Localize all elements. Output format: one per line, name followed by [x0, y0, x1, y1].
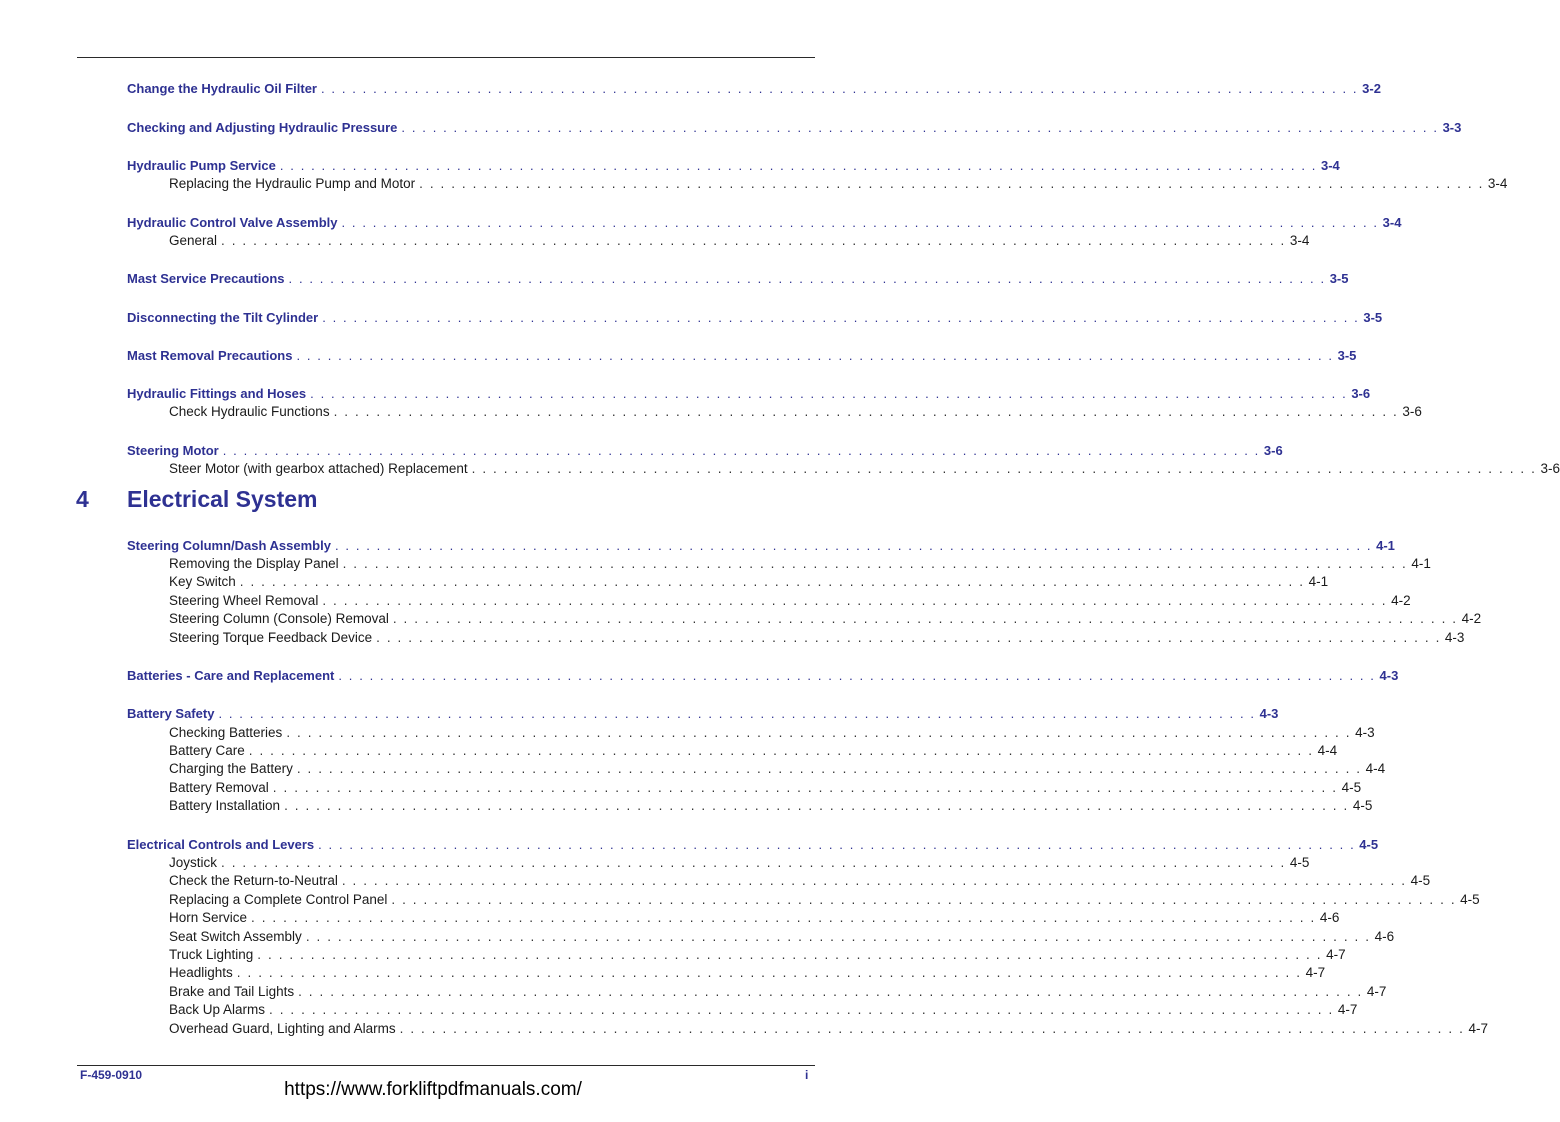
toc-subentry[interactable]: Steering Column (Console) Removal . . . . . . . . . . . . . . . . . . . . . . . . . . . . . . . . . . . . . . . . . . . . . . . . . . . . . . . . . . . . . . . . . . . . . . . . . . . . . . . . . . . . . . . . . . . . . . . . . . . . 4-2 — [169, 611, 1482, 626]
toc-entry[interactable]: Change the Hydraulic Oil Filter . . . . . . . . . . . . . . . . . . . . . . . . . . . . . . . . . . . . . . . . . . . . . . . . . . . . . . . . . . . . . . . . . . . . . . . . . . . . . . . . . . . . . . . . . . . . . . . . . . . . 3-2 — [127, 81, 1381, 96]
toc-subentry[interactable]: Seat Switch Assembly . . . . . . . . . . . . . . . . . . . . . . . . . . . . . . . . . . . . . . . . . . . . . . . . . . . . . . . . . . . . . . . . . . . . . . . . . . . . . . . . . . . . . . . . . . . . . . . . . . . . 4-6 — [169, 929, 1395, 944]
toc-subentry[interactable]: Steering Torque Feedback Device . . . . . . . . . . . . . . . . . . . . . . . . . . . . . . . . . . . . . . . . . . . . . . . . . . . . . . . . . . . . . . . . . . . . . . . . . . . . . . . . . . . . . . . . . . . . . . . . . . . . 4-3 — [169, 630, 1465, 645]
toc-subentry[interactable]: Battery Removal . . . . . . . . . . . . . . . . . . . . . . . . . . . . . . . . . . . . . . . . . . . . . . . . . . . . . . . . . . . . . . . . . . . . . . . . . . . . . . . . . . . . . . . . . . . . . . . . . . . . 4-5 — [169, 780, 1362, 795]
toc-entry[interactable]: Battery Safety . . . . . . . . . . . . . . . . . . . . . . . . . . . . . . . . . . . . . . . . . . . . . . . . . . . . . . . . . . . . . . . . . . . . . . . . . . . . . . . . . . . . . . . . . . . . . . . . . . . . 4-3 — [127, 706, 1279, 721]
toc-subentry[interactable]: Check the Return-to-Neutral . . . . . . . . . . . . . . . . . . . . . . . . . . . . . . . . . . . . . . . . . . . . . . . . . . . . . . . . . . . . . . . . . . . . . . . . . . . . . . . . . . . . . . . . . . . . . . . . . . . . 4-5 — [169, 873, 1431, 888]
document-code: F-459-0910 — [80, 1068, 143, 1082]
toc-subentry[interactable]: Key Switch . . . . . . . . . . . . . . . . . . . . . . . . . . . . . . . . . . . . . . . . . . . . . . . . . . . . . . . . . . . . . . . . . . . . . . . . . . . . . . . . . . . . . . . . . . . . . . . . . . . . 4-1 — [169, 574, 1329, 589]
toc-subentry[interactable]: Check Hydraulic Functions . . . . . . . . . . . . . . . . . . . . . . . . . . . . . . . . . . . . . . . . . . . . . . . . . . . . . . . . . . . . . . . . . . . . . . . . . . . . . . . . . . . . . . . . . . . . . . . . . . . . 3-6 — [169, 404, 1422, 419]
toc-entry[interactable]: Hydraulic Pump Service . . . . . . . . . . . . . . . . . . . . . . . . . . . . . . . . . . . . . . . . . . . . . . . . . . . . . . . . . . . . . . . . . . . . . . . . . . . . . . . . . . . . . . . . . . . . . . . . . . . . 3-4 — [127, 158, 1340, 173]
chapter-title[interactable]: Electrical System — [127, 486, 318, 512]
toc-subentry[interactable]: Headlights . . . . . . . . . . . . . . . . . . . . . . . . . . . . . . . . . . . . . . . . . . . . . . . . . . . . . . . . . . . . . . . . . . . . . . . . . . . . . . . . . . . . . . . . . . . . . . . . . . . . 4-7 — [169, 965, 1326, 980]
toc-subentry[interactable]: Removing the Display Panel . . . . . . . . . . . . . . . . . . . . . . . . . . . . . . . . . . . . . . . . . . . . . . . . . . . . . . . . . . . . . . . . . . . . . . . . . . . . . . . . . . . . . . . . . . . . . . . . . . . . 4-1 — [169, 556, 1431, 571]
source-url[interactable]: https://www.forkliftpdfmanuals.com/ — [284, 1079, 582, 1100]
toc-subentry[interactable]: Replacing the Hydraulic Pump and Motor . . . . . . . . . . . . . . . . . . . . . . . . . . . . . . . . . . . . . . . . . . . . . . . . . . . . . . . . . . . . . . . . . . . . . . . . . . . . . . . . . . . . . . . . . . . . . . . . . . . . 3-4 — [169, 176, 1508, 191]
toc-entry[interactable]: Batteries - Care and Replacement . . . . . . . . . . . . . . . . . . . . . . . . . . . . . . . . . . . . . . . . . . . . . . . . . . . . . . . . . . . . . . . . . . . . . . . . . . . . . . . . . . . . . . . . . . . . . . . . . . . . 4-3 — [127, 668, 1399, 683]
toc-subentry[interactable]: Battery Installation . . . . . . . . . . . . . . . . . . . . . . . . . . . . . . . . . . . . . . . . . . . . . . . . . . . . . . . . . . . . . . . . . . . . . . . . . . . . . . . . . . . . . . . . . . . . . . . . . . . . 4-5 — [169, 798, 1373, 813]
toc-entry[interactable]: Mast Removal Precautions . . . . . . . . . . . . . . . . . . . . . . . . . . . . . . . . . . . . . . . . . . . . . . . . . . . . . . . . . . . . . . . . . . . . . . . . . . . . . . . . . . . . . . . . . . . . . . . . . . . . 3-5 — [127, 348, 1357, 363]
toc-entry[interactable]: Mast Service Precautions . . . . . . . . . . . . . . . . . . . . . . . . . . . . . . . . . . . . . . . . . . . . . . . . . . . . . . . . . . . . . . . . . . . . . . . . . . . . . . . . . . . . . . . . . . . . . . . . . . . . 3-5 — [127, 271, 1349, 286]
toc-subentry[interactable]: Steer Motor (with gearbox attached) Replacement . . . . . . . . . . . . . . . . . . . . . . . . . . . . . . . . . . . . . . . . . . . . . . . . . . . . . . . . . . . . . . . . . . . . . . . . . . . . . . . . . . . . . . . . . . . . . . . . . . . . 3-6 — [169, 461, 1560, 476]
toc-subentry[interactable]: Battery Care . . . . . . . . . . . . . . . . . . . . . . . . . . . . . . . . . . . . . . . . . . . . . . . . . . . . . . . . . . . . . . . . . . . . . . . . . . . . . . . . . . . . . . . . . . . . . . . . . . . . 4-4 — [169, 743, 1338, 758]
chapter-number: 4 — [76, 486, 89, 512]
toc-subentry[interactable]: Charging the Battery . . . . . . . . . . . . . . . . . . . . . . . . . . . . . . . . . . . . . . . . . . . . . . . . . . . . . . . . . . . . . . . . . . . . . . . . . . . . . . . . . . . . . . . . . . . . . . . . . . . . 4-4 — [169, 761, 1386, 776]
toc-subentry[interactable]: Back Up Alarms . . . . . . . . . . . . . . . . . . . . . . . . . . . . . . . . . . . . . . . . . . . . . . . . . . . . . . . . . . . . . . . . . . . . . . . . . . . . . . . . . . . . . . . . . . . . . . . . . . . . 4-7 — [169, 1002, 1358, 1017]
toc-entry[interactable]: Hydraulic Control Valve Assembly . . . . . . . . . . . . . . . . . . . . . . . . . . . . . . . . . . . . . . . . . . . . . . . . . . . . . . . . . . . . . . . . . . . . . . . . . . . . . . . . . . . . . . . . . . . . . . . . . . . . 3-4 — [127, 215, 1402, 230]
toc-subentry[interactable]: Truck Lighting . . . . . . . . . . . . . . . . . . . . . . . . . . . . . . . . . . . . . . . . . . . . . . . . . . . . . . . . . . . . . . . . . . . . . . . . . . . . . . . . . . . . . . . . . . . . . . . . . . . . 4-7 — [169, 947, 1346, 962]
footer-rule — [77, 1065, 815, 1066]
header-rule — [77, 57, 815, 58]
toc-subentry[interactable]: Overhead Guard, Lighting and Alarms . . . . . . . . . . . . . . . . . . . . . . . . . . . . . . . . . . . . . . . . . . . . . . . . . . . . . . . . . . . . . . . . . . . . . . . . . . . . . . . . . . . . . . . . . . . . . . . . . . . . 4-7 — [169, 1021, 1488, 1036]
toc-subentry[interactable]: Checking Batteries . . . . . . . . . . . . . . . . . . . . . . . . . . . . . . . . . . . . . . . . . . . . . . . . . . . . . . . . . . . . . . . . . . . . . . . . . . . . . . . . . . . . . . . . . . . . . . . . . . . . 4-3 — [169, 725, 1375, 740]
toc-entry[interactable]: Checking and Adjusting Hydraulic Pressure . . . . . . . . . . . . . . . . . . . . . . . . . . . . . . . . . . . . . . . . . . . . . . . . . . . . . . . . . . . . . . . . . . . . . . . . . . . . . . . . . . . . . . . . . . . . . . . . . . . . 3-3 — [127, 120, 1462, 135]
page-number: i — [805, 1068, 809, 1082]
toc-subentry[interactable]: Horn Service . . . . . . . . . . . . . . . . . . . . . . . . . . . . . . . . . . . . . . . . . . . . . . . . . . . . . . . . . . . . . . . . . . . . . . . . . . . . . . . . . . . . . . . . . . . . . . . . . . . . 4-6 — [169, 910, 1340, 925]
toc-subentry[interactable]: Joystick . . . . . . . . . . . . . . . . . . . . . . . . . . . . . . . . . . . . . . . . . . . . . . . . . . . . . . . . . . . . . . . . . . . . . . . . . . . . . . . . . . . . . . . . . . . . . . . . . . . . 4-5 — [169, 855, 1310, 870]
toc-entry[interactable]: Electrical Controls and Levers . . . . . . . . . . . . . . . . . . . . . . . . . . . . . . . . . . . . . . . . . . . . . . . . . . . . . . . . . . . . . . . . . . . . . . . . . . . . . . . . . . . . . . . . . . . . . . . . . . . . 4-5 — [127, 837, 1379, 852]
toc-entry[interactable]: Steering Motor . . . . . . . . . . . . . . . . . . . . . . . . . . . . . . . . . . . . . . . . . . . . . . . . . . . . . . . . . . . . . . . . . . . . . . . . . . . . . . . . . . . . . . . . . . . . . . . . . . . . 3-6 — [127, 443, 1283, 458]
toc-subentry[interactable]: Brake and Tail Lights . . . . . . . . . . . . . . . . . . . . . . . . . . . . . . . . . . . . . . . . . . . . . . . . . . . . . . . . . . . . . . . . . . . . . . . . . . . . . . . . . . . . . . . . . . . . . . . . . . . . 4-7 — [169, 984, 1387, 999]
toc-subentry[interactable]: Replacing a Complete Control Panel . . . . . . . . . . . . . . . . . . . . . . . . . . . . . . . . . . . . . . . . . . . . . . . . . . . . . . . . . . . . . . . . . . . . . . . . . . . . . . . . . . . . . . . . . . . . . . . . . . . . 4-5 — [169, 892, 1480, 907]
toc-subentry[interactable]: Steering Wheel Removal . . . . . . . . . . . . . . . . . . . . . . . . . . . . . . . . . . . . . . . . . . . . . . . . . . . . . . . . . . . . . . . . . . . . . . . . . . . . . . . . . . . . . . . . . . . . . . . . . . . . 4-2 — [169, 593, 1411, 608]
toc-entry[interactable]: Hydraulic Fittings and Hoses . . . . . . . . . . . . . . . . . . . . . . . . . . . . . . . . . . . . . . . . . . . . . . . . . . . . . . . . . . . . . . . . . . . . . . . . . . . . . . . . . . . . . . . . . . . . . . . . . . . . 3-6 — [127, 386, 1371, 401]
toc-subentry[interactable]: General . . . . . . . . . . . . . . . . . . . . . . . . . . . . . . . . . . . . . . . . . . . . . . . . . . . . . . . . . . . . . . . . . . . . . . . . . . . . . . . . . . . . . . . . . . . . . . . . . . . . 3-4 — [169, 233, 1310, 248]
toc-entry[interactable]: Disconnecting the Tilt Cylinder . . . . . . . . . . . . . . . . . . . . . . . . . . . . . . . . . . . . . . . . . . . . . . . . . . . . . . . . . . . . . . . . . . . . . . . . . . . . . . . . . . . . . . . . . . . . . . . . . . . . 3-5 — [127, 310, 1383, 325]
toc-entry[interactable]: Steering Column/Dash Assembly . . . . . . . . . . . . . . . . . . . . . . . . . . . . . . . . . . . . . . . . . . . . . . . . . . . . . . . . . . . . . . . . . . . . . . . . . . . . . . . . . . . . . . . . . . . . . . . . . . . . 4-1 — [127, 538, 1395, 553]
